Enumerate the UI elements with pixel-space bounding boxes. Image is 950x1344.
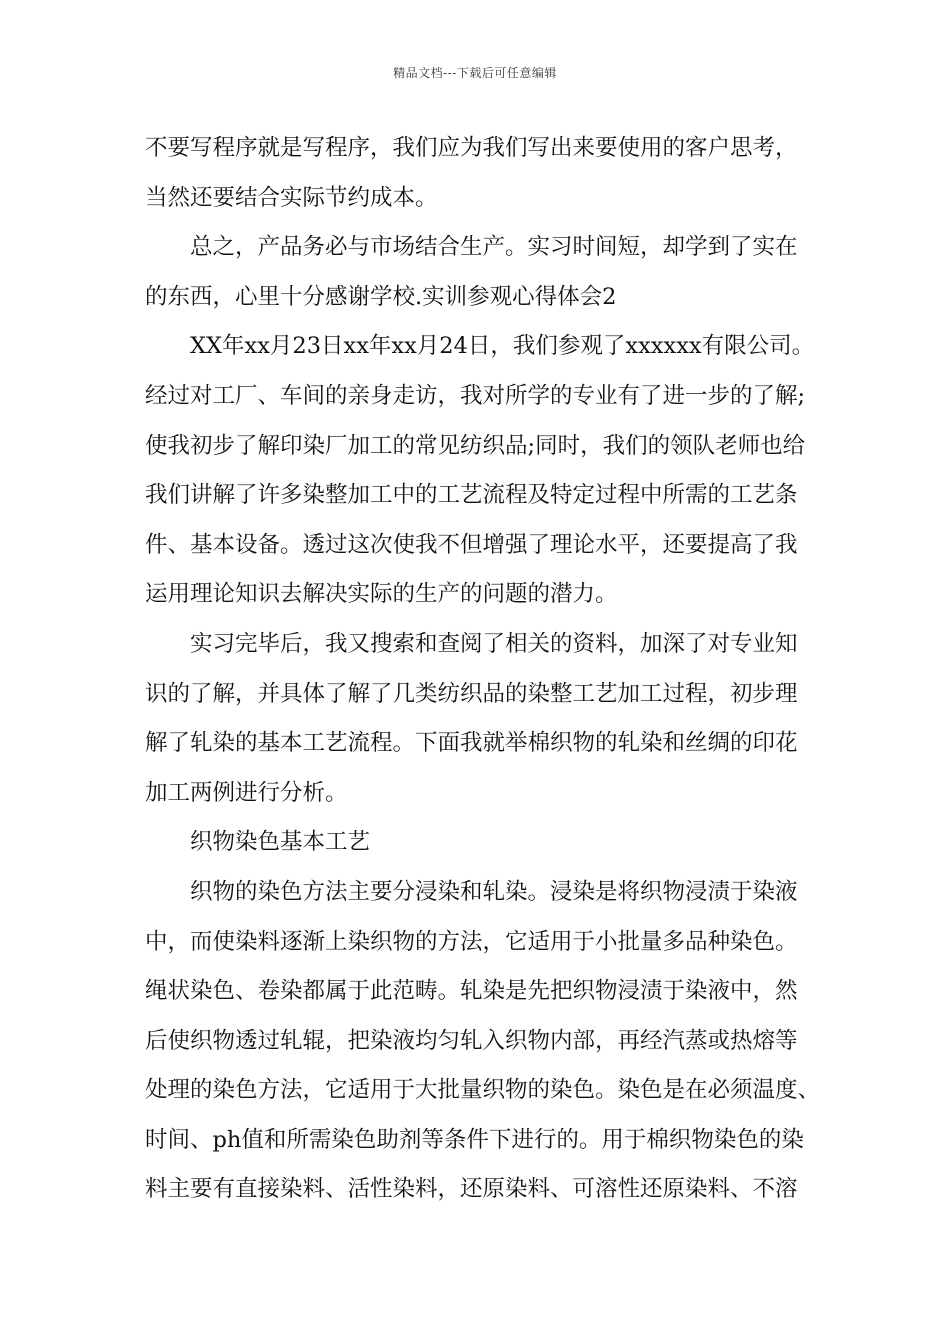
document-body bbox=[145, 128, 821, 1219]
text-line: 运用理论知识去解决实际的生产的问题的潜力。 bbox=[145, 581, 618, 608]
paragraph-start-line: 总之，产品务必与市场结合生产。实习时间短，却学到了实在 bbox=[190, 234, 798, 261]
text-line: 我们讲解了许多染整加工中的工艺流程及特定过程中所需的工艺条 bbox=[145, 482, 798, 509]
text-line: 后使织物透过轧辊，把染液均匀轧入织物内部，再经汽蒸或热熔等 bbox=[145, 1027, 798, 1054]
text-line: 经过对工厂、车间的亲身走访，我对所学的专业有了进一步的了解; bbox=[145, 382, 806, 409]
text-line: 当然还要结合实际节约成本。 bbox=[145, 184, 438, 211]
text-line: 不要写程序就是写程序，我们应为我们写出来要使用的客户思考， bbox=[145, 135, 798, 161]
text-line: 绳状染色、卷染都属于此范畴。轧染是先把织物浸渍于染液中，然 bbox=[145, 978, 798, 1005]
text-line: 识的了解，并具体了解了几类纺织品的染整工艺加工过程，初步理 bbox=[145, 680, 798, 707]
paragraph-start-line: 织物的染色方法主要分浸染和轧染。浸染是将织物浸渍于染液 bbox=[190, 878, 798, 905]
text-line: 件、基本设备。透过这次使我不但增强了理论水平，还要提高了我 bbox=[145, 531, 798, 558]
text-line: 的东西，心里十分感谢学校.实训参观心得体会2 bbox=[145, 283, 617, 310]
text-line: 料主要有直接染料、活性染料，还原染料、可溶性还原染料、不溶 bbox=[145, 1176, 798, 1203]
text-line: 时间、ph值和所需染色助剂等条件下进行的。用于棉织物染色的染 bbox=[145, 1126, 804, 1153]
text-line: 处理的染色方法，它适用于大批量织物的染色。染色是在必须温度、 bbox=[145, 1077, 821, 1104]
paragraph-start-line: XX年xx月23日xx年xx月24日，我们参观了xxxxxx有限公司。 bbox=[190, 333, 815, 360]
text-line: 中，而使染料逐渐上染织物的方法，它适用于小批量多品种染色。 bbox=[145, 928, 798, 955]
paragraph-start-line: 实习完毕后，我又搜索和查阅了相关的资料，加深了对专业知 bbox=[190, 630, 798, 657]
page-header: 精品文档---下载后可任意编辑 bbox=[393, 66, 557, 80]
text-line: 使我初步了解印染厂加工的常见纺织品;同时，我们的领队老师也给 bbox=[145, 432, 806, 459]
text-line: 解了轧染的基本工艺流程。下面我就举棉织物的轧染和丝绸的印花 bbox=[145, 730, 798, 757]
text-line: 加工两例进行分析。 bbox=[145, 779, 348, 806]
section-heading: 织物染色基本工艺 bbox=[190, 829, 371, 856]
